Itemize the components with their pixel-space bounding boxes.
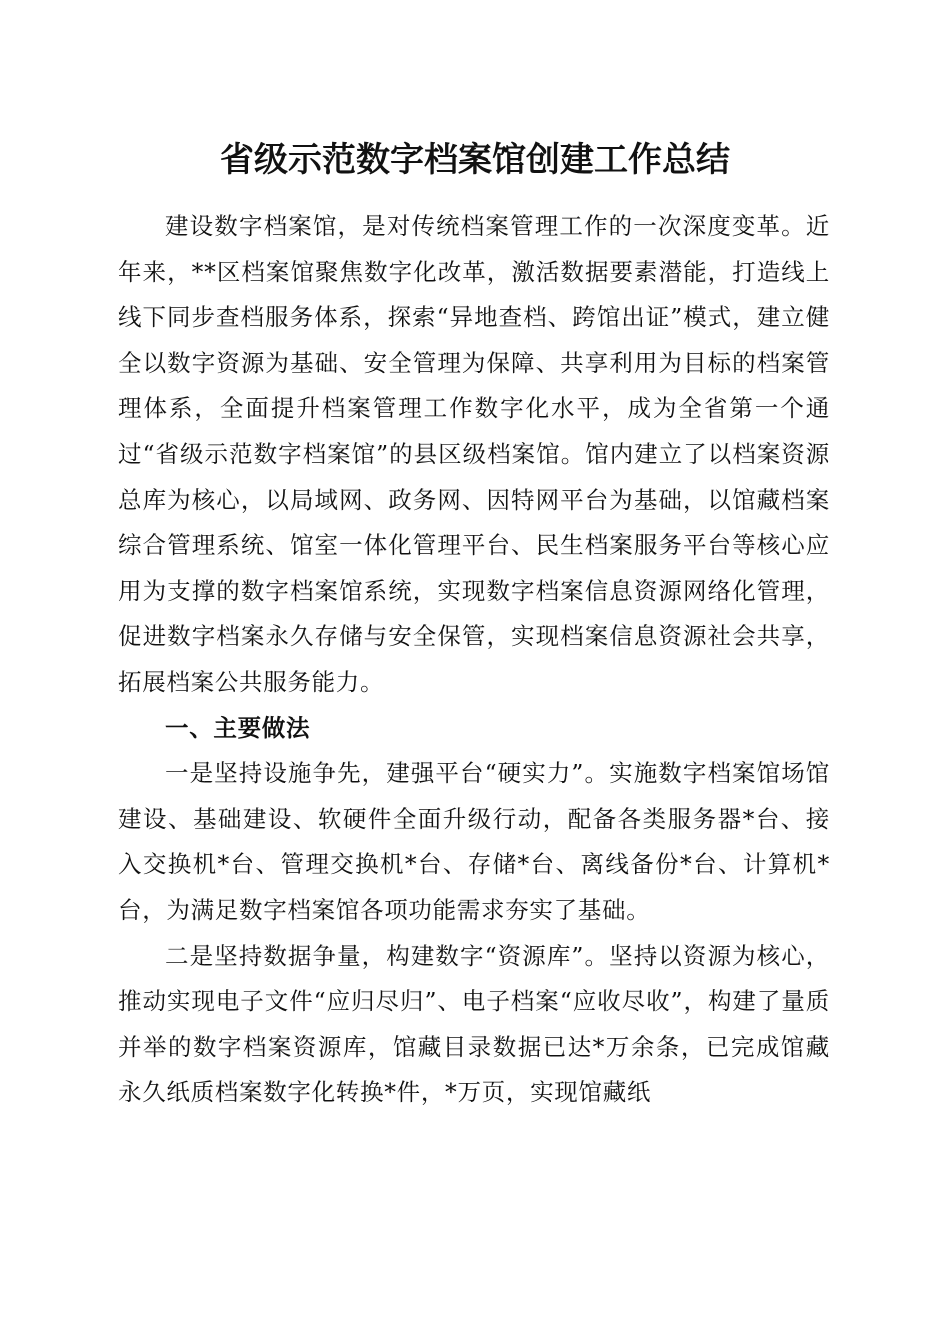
section-heading: 一、主要做法 xyxy=(165,713,311,742)
document-title: 省级示范数字档案馆创建工作总结 xyxy=(220,140,730,180)
document-body xyxy=(118,204,830,1116)
paragraph-1: 一是坚持设施争先，建强平台“硬实力”。实施数字档案馆场馆建设、基础建设、软硬件全面升级行动，配备各类服务器*台、接入交换机*台、管理交换机*台、存储*台、离线备份*台、计算机*台，为满足数字档案馆各项功能需求夯实了基础。 xyxy=(118,759,830,924)
paragraph-2: 二是坚持数据争量，构建数字“资源库”。坚持以资源为核心，推动实现电子文件“应归尽归”、电子档案“应收尽收”，构建了量质并举的数字档案资源库，馆藏目录数据已达*万余条，已完成馆藏永久纸质档案数字化转换*件，*万页，实现馆藏纸 xyxy=(118,941,830,1107)
intro-paragraph: 建设数字档案馆，是对传统档案管理工作的一次深度变革。近年来，**区档案馆聚焦数字化改革，激活数据要素潜能，打造线上线下同步查档服务体系，探索“异地查档、跨馆出证”模式，建立健全以数字资源为基础、安全管理为保障、共享利用为目标的档案管理体系，全面提升档案管理工作数字化水平，成为全省第一个通过“省级示范数字档案馆”的县区级档案馆。馆内建立了以档案资源总库为核心，以局域网、政务网、因特网平台为基础，以馆藏档案综合管理系统、馆室一体化管理平台、民生档案服务平台等核心应用为支撑的数字档案馆系统，实现数字档案信息资源网络化管理，促进数字档案永久存储与安全保管，实现档案信息资源社会共享，拓展档案公共服务能力。 xyxy=(118,212,830,696)
